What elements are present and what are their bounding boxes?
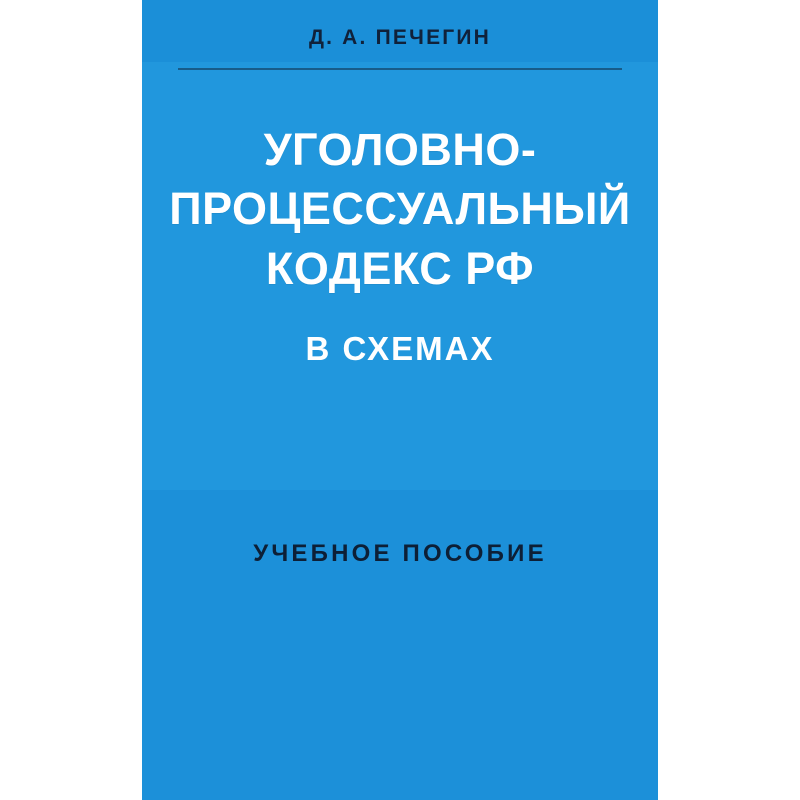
book-subtitle: В СХЕМАХ	[305, 330, 495, 367]
book-title	[142, 120, 658, 298]
book-series-label: УЧЕБНОЕ ПОСОБИЕ	[253, 540, 547, 567]
author-name: Д. А. ПЕЧЕГИН	[308, 26, 492, 49]
book-cover	[142, 0, 658, 800]
cover-lower-band	[142, 490, 658, 800]
title-line-3: КОДЕКС РФ	[265, 242, 535, 294]
title-line-1: УГОЛОВНО-	[263, 124, 537, 175]
title-line-2: ПРОЦЕССУАЛЬНЫЙ	[169, 183, 631, 235]
header-divider	[178, 68, 622, 70]
